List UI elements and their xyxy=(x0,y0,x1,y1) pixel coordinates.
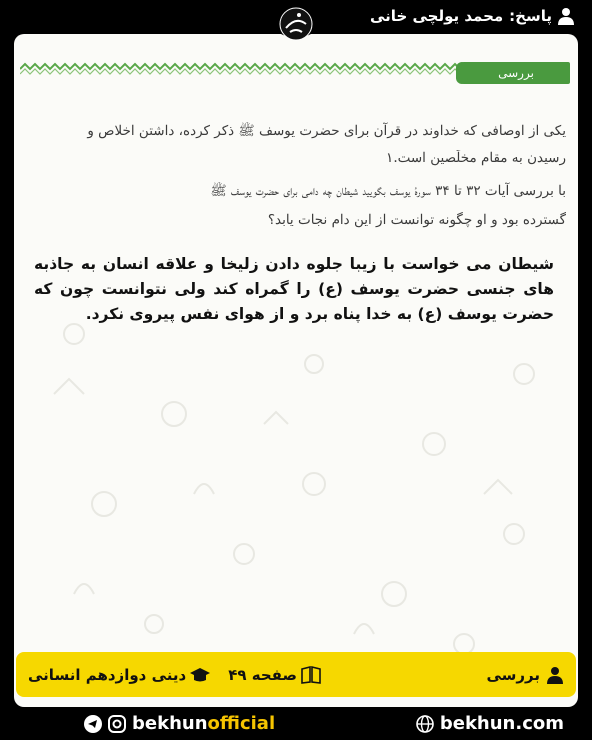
telegram-instagram-handle[interactable] xyxy=(84,713,275,734)
answer-author xyxy=(370,7,574,25)
content-card xyxy=(14,34,578,707)
students-icon xyxy=(546,666,564,684)
book-line: یکی از اوصافی که خداوند در قرآن برای حضرت یوسف ﷺ ذکر کرده، داشتن اخلاص و xyxy=(87,123,566,139)
answer-prefix: پاسخ: xyxy=(509,7,552,25)
footer-book-title xyxy=(28,666,210,684)
handle-main: bekhun xyxy=(132,713,208,734)
telegram-icon xyxy=(84,715,102,733)
handle-accent: official xyxy=(207,713,276,734)
website-url: bekhun.com xyxy=(439,713,564,734)
footer-section xyxy=(486,666,564,684)
book-question-line: گسترده بود و او چگونه توانست از این دام نجات یابد؟ xyxy=(267,212,566,228)
answer-text: شیطان می خواست با زیبا جلوه دادن زلیخا و علاقه انسان به جاذبه های جنسی حضرت یوسف (ع) را گمراه کند ولی نتوانست چون که حضرت یوسف (ع) به خدا پناه برد و از هوای نفس پیروی نکرد. xyxy=(34,255,554,323)
section-tab xyxy=(462,62,570,84)
section-tab-label: بررسی xyxy=(498,66,534,80)
book-icon xyxy=(303,666,321,684)
bottom-bar xyxy=(0,707,592,740)
footer-bar xyxy=(16,652,576,697)
bekhun-logo-icon xyxy=(266,2,326,52)
footer-book-title-label: دینی دوازدهم انسانی xyxy=(28,665,187,684)
footer-page xyxy=(228,666,321,684)
footer-section-label: بررسی xyxy=(486,665,540,684)
globe-icon xyxy=(416,715,434,733)
book-line: رسیدن به مقام مخلَصین است.١ xyxy=(386,150,566,166)
website-link[interactable] xyxy=(416,713,564,734)
footer-page-label: صفحه ۴۹ xyxy=(228,665,297,684)
decorative-zigzag xyxy=(20,62,460,76)
instagram-icon xyxy=(108,715,126,733)
author-name: محمد یولچی خانی xyxy=(370,7,504,25)
book-question-line: با بررسی آیات ۳۲ تا ۳۴ سورهٔ یوسف بگویید شیطان چه دامی برای حضرت یوسف ﷺ xyxy=(210,183,566,199)
user-icon xyxy=(558,7,574,25)
graduation-cap-icon xyxy=(192,666,210,684)
